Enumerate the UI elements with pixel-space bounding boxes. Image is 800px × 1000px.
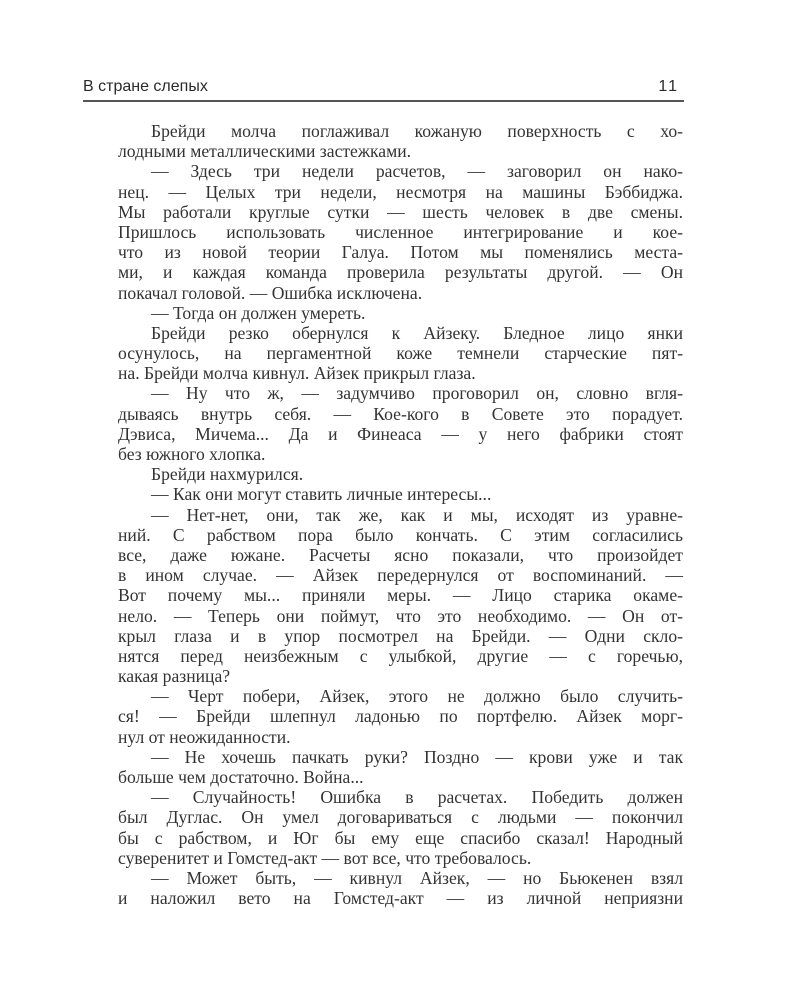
page-number: 11 [658, 78, 679, 95]
text-line: нул от неожиданности. [118, 726, 291, 747]
text-line: нец. — Целых три недели, несмотря на машины Бэббиджа. [118, 181, 683, 202]
text-line: — Может быть, — кивнул Айзек, — но Бьюкенен взял [151, 867, 683, 888]
text-line: больше чем достаточно. Война... [118, 767, 364, 787]
text-line: и наложил вето на Гомстед-акт — из личной неприязни [118, 888, 683, 909]
text-line: Дэвиса, Мичема... Да и Финеаса — у него фабрики стоят [118, 423, 683, 444]
text-line: ся! — Брейди шлепнул ладонью по портфелю. Айзек морг- [118, 706, 683, 727]
text-line: — Ну что ж, — задумчиво проговорил он, словно вгля- [151, 383, 683, 404]
text-line: нятся перед неизбежным с улыбкой, другие — с горечью, [118, 645, 683, 666]
text-line: все, даже южане. Расчеты ясно показали, что произойдет [118, 544, 683, 565]
text-line: бы с рабством, и Юг бы ему еще спасибо сказал! Народный [118, 827, 683, 848]
text-line: — Как они могут ставить личные интересы... [151, 484, 492, 505]
text-line: — Черт побери, Айзек, этого не должно было случить- [151, 686, 683, 707]
text-line: без южного хлопка. [118, 444, 266, 464]
page-body-text [118, 121, 683, 908]
text-line: ми, и каждая команда проверила результаты другой. — Он [118, 262, 683, 283]
text-line: был Дуглас. Он умел договариваться с людьми — покончил [118, 807, 683, 828]
text-line: нело. — Теперь они поймут, что это необходимо. — Он от- [118, 605, 683, 626]
header-rule [83, 100, 684, 102]
text-line: — Нет-нет, они, так же, как и мы, исходят из уравне- [151, 504, 683, 525]
text-line: суверенитет и Гомстед-акт — вот все, что требовалось. [118, 847, 532, 868]
text-line: покачал головой. — Ошибка исключена. [118, 282, 423, 303]
running-title: В стране слепых [83, 78, 208, 95]
text-line: — Тогда он должен умереть. [151, 302, 366, 323]
text-line: что из новой теории Галуа. Потом мы поменялись места- [118, 242, 683, 263]
text-line: Пришлось использовать численное интегрирование и кое- [118, 221, 683, 242]
text-line: — Здесь три недели расчетов, — заговорил он нако- [151, 161, 683, 182]
text-line: Брейди молча поглаживал кожаную поверхность с хо- [151, 121, 683, 141]
text-line: Вот почему мы... приняли меры. — Лицо старика окаме- [118, 585, 683, 606]
text-line: дываясь внутрь себя. — Кое-кого в Совете это порадует. [118, 403, 683, 424]
text-line: какая разница? [118, 666, 231, 687]
text-line: лодными металлическими застежками. [118, 141, 412, 162]
text-line: крыл глаза и в упор посмотрел на Брейди. — Одни скло- [118, 625, 683, 646]
text-line: на. Брейди молча кивнул. Айзек прикрыл глаза. [118, 363, 476, 384]
text-line: — Не хочешь пачкать руки? Поздно — крови уже и так [151, 746, 683, 767]
text-line: Мы работали круглые сутки — шесть человек в две смены. [118, 201, 683, 222]
text-line: ний. С рабством пора было кончать. С этим согласились [118, 524, 683, 545]
text-line: Брейди резко обернулся к Айзеку. Бледное лицо янки [151, 322, 683, 343]
text-line: осунулось, на пергаментной коже темнели старческие пят- [118, 343, 683, 364]
running-header [83, 76, 683, 98]
text-line: — Случайность! Ошибка в расчетах. Победить должен [151, 787, 683, 808]
text-line: в ином случае. — Айзек передернулся от воспоминаний. — [118, 565, 683, 586]
text-line: Брейди нахмурился. [151, 464, 304, 485]
